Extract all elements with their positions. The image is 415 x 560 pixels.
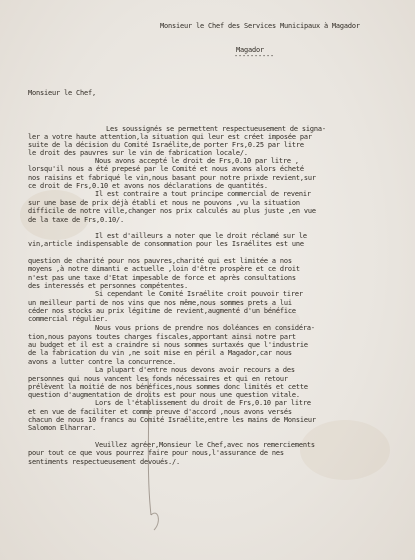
letter-line: commercial régulier. xyxy=(28,315,108,323)
letter-line: prélèvent la moitié de nos bénéfices,nous sommes donc limités et cette xyxy=(28,383,308,391)
letter-line: tion,nous payons toutes charges fiscales,apportant ainsi notre part xyxy=(28,333,296,341)
letter-line: Il est d'ailleurs a noter que le droit réclamé sur le xyxy=(95,232,307,240)
letter-line: des interessés et personnes compétentes. xyxy=(28,282,188,290)
letter-line: au budget et il est a craindre si nous sommes surtaxés que l'industrie xyxy=(28,341,308,349)
letter-line: sentiments respectueusement devoués./. xyxy=(28,458,180,466)
letter-line: céder nos stocks au prix légitime de revient,augmenté d'un bénéfice xyxy=(28,307,296,315)
city-line: Magador xyxy=(236,46,264,54)
letter-line: avons a lutter contre la concurrence. xyxy=(28,358,176,366)
city-underline: ---------- xyxy=(234,52,274,60)
letter-line: question d'augmentation de droits est pour nous une question vitale. xyxy=(28,391,300,399)
letter-line: vin,article indispensable de consommation pour les Israélites est une xyxy=(28,240,304,248)
letter-line: ler a votre haute attention,la situation qui leur est créet imposée par xyxy=(28,133,312,141)
letter-line: n'est pas une taxe d'Etat impesable de force et après consultations xyxy=(28,274,296,282)
letter-line: personnes qui nous vancent les fonds nécessaires et qui en retour xyxy=(28,375,288,383)
salutation: Monsieur le Chef, xyxy=(28,89,96,97)
letter-line: le droit des pauvres sur le vin de fabrication locale/. xyxy=(28,149,248,157)
letter-line: ce droit de Frs,0.10 et avons nos déclarations de quantités. xyxy=(28,182,268,190)
letter-line: nos raisins et fabriqué le vin,nous basant pour notre prixde revient,sur xyxy=(28,174,316,182)
letter-line: lorsqu'il nous a été prepesé par le Comité et nous avons alors écheté xyxy=(28,165,304,173)
letter-line: Veuillez agréer,Monsieur le Chef,avec nos remerciements xyxy=(95,441,315,449)
letter-line: Il est contraire a tout principe commercial de revenir xyxy=(95,190,311,198)
letter-line: un meilleur parti de nos vins que nos même,nous sommes prets a lui xyxy=(28,299,292,307)
letter-line: La plupart d'entre nous devons avoir recours a des xyxy=(95,366,295,374)
letter-line: pour tout ce que vous pourrez faire pour nous,l'assurance de nes xyxy=(28,449,284,457)
letter-line: moyens ,à notre dimanti e actuelle ,loin d'être prospère et ce droit xyxy=(28,265,300,273)
addressee-line: Monsieur le Chef des Services Municipaux à Magador xyxy=(160,22,360,30)
letter-line: de la taxe de Frs,0.10/. xyxy=(28,216,124,224)
letter-line: question de charité pour nos pauvres,charité qui est limitée a nos xyxy=(28,257,292,265)
letter-line: difficile de notre ville,changer nos prix calculés au plus juste ,en vue xyxy=(28,207,316,215)
letter-line: Si cependant le Comité Israélite croit pouvoir tirer xyxy=(95,290,303,298)
letter-line: suite de la décision du Comité Israélite,de porter Frs,0.25 par litre xyxy=(28,141,304,149)
letter-line: chacun de nous 10 francs au Comité Israélite,entre les mains de Monsieur xyxy=(28,416,316,424)
letter-line: Salomon Elharrar. xyxy=(28,424,96,432)
letter-line: de la fabrication du vin ,ne soit mise en péril a Magador,car nous xyxy=(28,349,292,357)
letter-line: Lors de l'établissement du droit de Frs,0.10 par litre xyxy=(95,399,311,407)
letter-line: Nous avons accepté le droit de Frs,0.10 par litre , xyxy=(95,157,299,165)
letter-line: Nous vous prions de prendre nos doléances en considéra- xyxy=(95,324,315,332)
letter-line: Les soussignés se permettent respectueusement de signa- xyxy=(106,125,326,133)
letter-line: et en vue de faciliter et comme preuve d'accord ,nous avons versés xyxy=(28,408,292,416)
letter-line: sur une base de prix déjà établi et nous ne pouvons ,vu la situation xyxy=(28,199,300,207)
